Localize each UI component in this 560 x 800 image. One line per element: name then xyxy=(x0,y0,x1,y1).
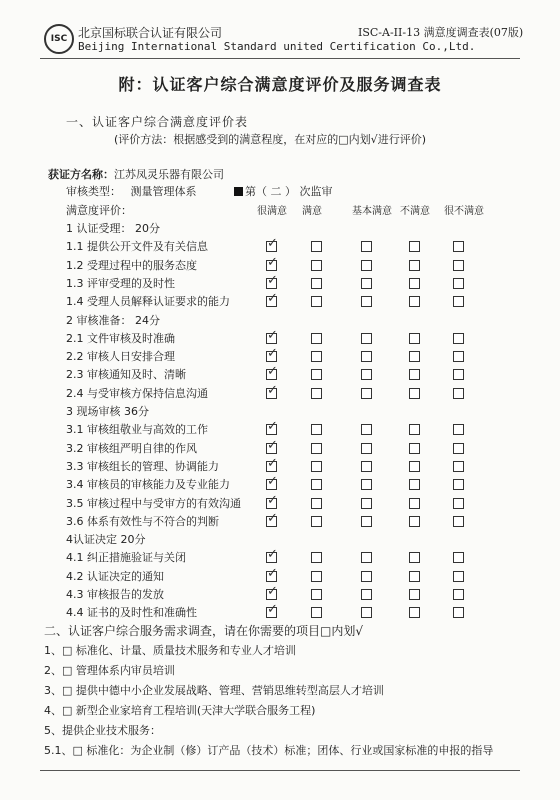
rating-checkbox[interactable] xyxy=(311,278,322,289)
rating-checkbox[interactable] xyxy=(361,443,372,454)
rating-item-label: 4.4 证书的及时性和准确性 xyxy=(66,606,197,620)
rating-checkbox[interactable] xyxy=(409,589,420,600)
rating-checkbox[interactable] xyxy=(361,552,372,563)
rating-item-label: 3.3 审核组长的管理、协调能力 xyxy=(66,459,219,473)
rating-checkbox[interactable] xyxy=(311,351,322,362)
rating-checkbox[interactable] xyxy=(361,424,372,435)
rating-checkbox[interactable] xyxy=(266,351,277,362)
rating-checkbox[interactable] xyxy=(361,388,372,399)
service-item: 5.1、□ 标准化：为企业制（修）订产品（技术）标准；团体、行业或国家标准的申报的指导 xyxy=(44,744,494,757)
column-header: 很满意 xyxy=(257,206,287,217)
rating-item-label: 4.1 纠正措施验证与关闭 xyxy=(66,551,186,565)
rating-checkbox[interactable] xyxy=(266,589,277,600)
rating-checkbox[interactable] xyxy=(361,351,372,362)
rating-item-label: 3.4 审核员的审核能力及专业能力 xyxy=(66,478,230,492)
rating-item-label: 1.2 受理过程中的服务态度 xyxy=(66,258,197,272)
service-item: 4、□ 新型企业家培育工程培训(天津大学联合服务工程) xyxy=(44,704,316,717)
rating-checkbox[interactable] xyxy=(311,296,322,307)
rating-checkbox[interactable] xyxy=(266,388,277,399)
rating-checkbox[interactable] xyxy=(453,351,464,362)
rating-item-label: 2.1 文件审核及时准确 xyxy=(66,331,175,345)
rating-checkbox[interactable] xyxy=(453,498,464,509)
rating-checkbox[interactable] xyxy=(453,369,464,380)
document-number: ISC-A-II-13 满意度调查表(07版) xyxy=(358,26,524,39)
rating-checkbox[interactable] xyxy=(266,296,277,307)
rating-checkbox[interactable] xyxy=(266,443,277,454)
rating-checkbox[interactable] xyxy=(409,571,420,582)
rating-item-label: 2.2 审核人日安排合理 xyxy=(66,350,175,364)
rating-checkbox[interactable] xyxy=(453,461,464,472)
rating-checkbox[interactable] xyxy=(409,260,420,271)
rating-checkbox[interactable] xyxy=(266,241,277,252)
rating-checkbox[interactable] xyxy=(453,296,464,307)
rating-checkbox[interactable] xyxy=(409,424,420,435)
rating-group-title: 2 审核准备： 24分 xyxy=(66,313,160,327)
rating-checkbox[interactable] xyxy=(453,479,464,490)
page-title: 附：认证客户综合满意度评价及服务调查表 xyxy=(118,75,442,94)
section2-heading xyxy=(44,622,363,639)
rating-checkbox[interactable] xyxy=(311,388,322,399)
column-header: 满意 xyxy=(302,206,322,217)
logo-text: ISC xyxy=(50,34,68,44)
rating-checkbox[interactable] xyxy=(311,333,322,344)
rating-checkbox[interactable] xyxy=(453,571,464,582)
rating-checkbox[interactable] xyxy=(453,516,464,527)
rating-group-title: 3 现场审核 36分 xyxy=(66,405,149,418)
rating-checkbox[interactable] xyxy=(453,333,464,344)
rating-checkbox[interactable] xyxy=(361,461,372,472)
rating-checkbox[interactable] xyxy=(266,571,277,582)
rating-checkbox[interactable] xyxy=(311,461,322,472)
rating-checkbox[interactable] xyxy=(361,241,372,252)
rating-group-title: 4认证决定 20分 xyxy=(66,533,146,547)
rating-checkbox[interactable] xyxy=(453,443,464,454)
column-header: 不满意 xyxy=(400,206,430,217)
rating-item-label: 2.4 与受审核方保持信息沟通 xyxy=(66,386,208,400)
rating-checkbox[interactable] xyxy=(361,498,372,509)
rating-checkbox[interactable] xyxy=(311,589,322,600)
rating-item-label: 2.3 审核通知及时、清晰 xyxy=(66,368,186,382)
rating-checkbox[interactable] xyxy=(361,296,372,307)
rating-item-label: 4.3 审核报告的发放 xyxy=(66,588,164,601)
company-name-cn: 北京国标联合认证有限公司 xyxy=(78,26,223,40)
rating-checkbox[interactable] xyxy=(409,552,420,563)
rating-checkbox[interactable] xyxy=(311,241,322,252)
rating-checkbox[interactable] xyxy=(266,479,277,490)
rating-checkbox[interactable] xyxy=(311,369,322,380)
rating-checkbox[interactable] xyxy=(361,589,372,600)
rating-checkbox[interactable] xyxy=(311,552,322,563)
service-item: 3、□ 提供中德中小企业发展战略、管理、营销思维转型高层人才培训 xyxy=(44,684,384,697)
rating-checkbox[interactable] xyxy=(311,607,322,618)
rating-checkbox[interactable] xyxy=(311,516,322,527)
service-item: 2、□ 管理体系内审员培训 xyxy=(44,664,175,677)
rating-checkbox[interactable] xyxy=(453,589,464,600)
rating-item-label: 3.6 体系有效性与不符合的判断 xyxy=(66,514,219,528)
service-item: 5、提供企业技术服务： xyxy=(44,724,161,737)
rating-checkbox[interactable] xyxy=(409,296,420,307)
section2-heading-text: 二、认证客户综合服务需求调查，请在你需要的项目□内划√ xyxy=(44,624,363,638)
rating-checkbox[interactable] xyxy=(409,333,420,344)
certified-company xyxy=(48,166,224,182)
rating-checkbox[interactable] xyxy=(266,552,277,563)
rating-checkbox[interactable] xyxy=(361,278,372,289)
rating-checkbox[interactable] xyxy=(409,461,420,472)
audit-type xyxy=(66,183,197,199)
service-item: 1、□ 标准化、计量、质量技术服务和专业人才培训 xyxy=(44,644,296,657)
rating-checkbox[interactable] xyxy=(409,369,420,380)
rating-checkbox[interactable] xyxy=(266,607,277,618)
rating-item-label: 4.2 认证决定的通知 xyxy=(66,569,164,583)
audit-type-label: 审核类型： xyxy=(66,185,121,198)
rating-item-label: 3.1 审核组敬业与高效的工作 xyxy=(66,423,208,437)
checked-square-icon xyxy=(234,187,243,196)
rating-checkbox[interactable] xyxy=(266,333,277,344)
company-label: 获证方名称： xyxy=(48,168,114,181)
rating-checkbox[interactable] xyxy=(361,369,372,380)
rating-checkbox[interactable] xyxy=(409,498,420,509)
rating-label: 满意度评价： xyxy=(66,204,132,217)
rating-checkbox[interactable] xyxy=(409,241,420,252)
rating-checkbox[interactable] xyxy=(266,498,277,509)
rating-checkbox[interactable] xyxy=(361,260,372,271)
rating-checkbox[interactable] xyxy=(361,333,372,344)
audit-type-value: 测量管理体系 xyxy=(130,185,197,198)
rating-checkbox[interactable] xyxy=(266,369,277,380)
rating-checkbox[interactable] xyxy=(266,260,277,271)
rating-checkbox[interactable] xyxy=(453,388,464,399)
rating-checkbox[interactable] xyxy=(409,479,420,490)
rating-checkbox[interactable] xyxy=(409,388,420,399)
rating-checkbox[interactable] xyxy=(361,571,372,582)
rating-checkbox[interactable] xyxy=(311,479,322,490)
rating-item-label: 1.3 评审受理的及时性 xyxy=(66,276,175,290)
rating-checkbox[interactable] xyxy=(311,424,322,435)
rating-method: (评价方法：根据感受到的满意程度，在对应的□内划√进行评价) xyxy=(114,133,426,146)
rating-checkbox[interactable] xyxy=(311,571,322,582)
rating-checkbox[interactable] xyxy=(266,424,277,435)
rating-checkbox[interactable] xyxy=(361,607,372,618)
rating-checkbox[interactable] xyxy=(361,479,372,490)
column-header: 很不满意 xyxy=(444,206,484,217)
section1-heading: 一、认证客户综合满意度评价表 xyxy=(66,115,249,129)
rating-checkbox[interactable] xyxy=(361,516,372,527)
rating-item-label: 1.1 提供公开文件及有关信息 xyxy=(66,240,208,254)
rating-checkbox[interactable] xyxy=(453,552,464,563)
rating-item-label: 3.2 审核组严明自律的作风 xyxy=(66,441,197,455)
rating-checkbox[interactable] xyxy=(409,351,420,362)
rating-checkbox[interactable] xyxy=(409,443,420,454)
rating-checkbox[interactable] xyxy=(266,278,277,289)
header-divider xyxy=(40,58,520,59)
rating-checkbox[interactable] xyxy=(409,516,420,527)
rating-checkbox[interactable] xyxy=(453,241,464,252)
rating-group-title: 1 认证受理： 20分 xyxy=(66,222,160,235)
company-name: 江苏凤灵乐器有限公司 xyxy=(114,168,224,181)
footer-divider xyxy=(40,770,520,771)
rating-checkbox[interactable] xyxy=(311,260,322,271)
rating-item-label: 1.4 受理人员解释认证要求的能力 xyxy=(66,295,230,309)
column-header: 基本满意 xyxy=(352,206,392,217)
rating-checkbox[interactable] xyxy=(453,607,464,618)
rating-checkbox[interactable] xyxy=(409,278,420,289)
rating-checkbox[interactable] xyxy=(453,260,464,271)
rating-checkbox[interactable] xyxy=(266,516,277,527)
rating-checkbox[interactable] xyxy=(266,461,277,472)
rating-checkbox[interactable] xyxy=(453,424,464,435)
audit-round-text: 第（ 二 ） 次监审 xyxy=(245,185,333,198)
rating-checkbox[interactable] xyxy=(311,498,322,509)
company-logo xyxy=(44,24,74,54)
rating-item-label: 3.5 审核过程中与受审方的有效沟通 xyxy=(66,496,241,510)
rating-checkbox[interactable] xyxy=(453,278,464,289)
audit-round xyxy=(234,183,333,199)
company-name-en: Beijing International Standard united Certification Co.,Ltd. xyxy=(78,40,476,53)
rating-checkbox[interactable] xyxy=(311,443,322,454)
rating-checkbox[interactable] xyxy=(409,607,420,618)
